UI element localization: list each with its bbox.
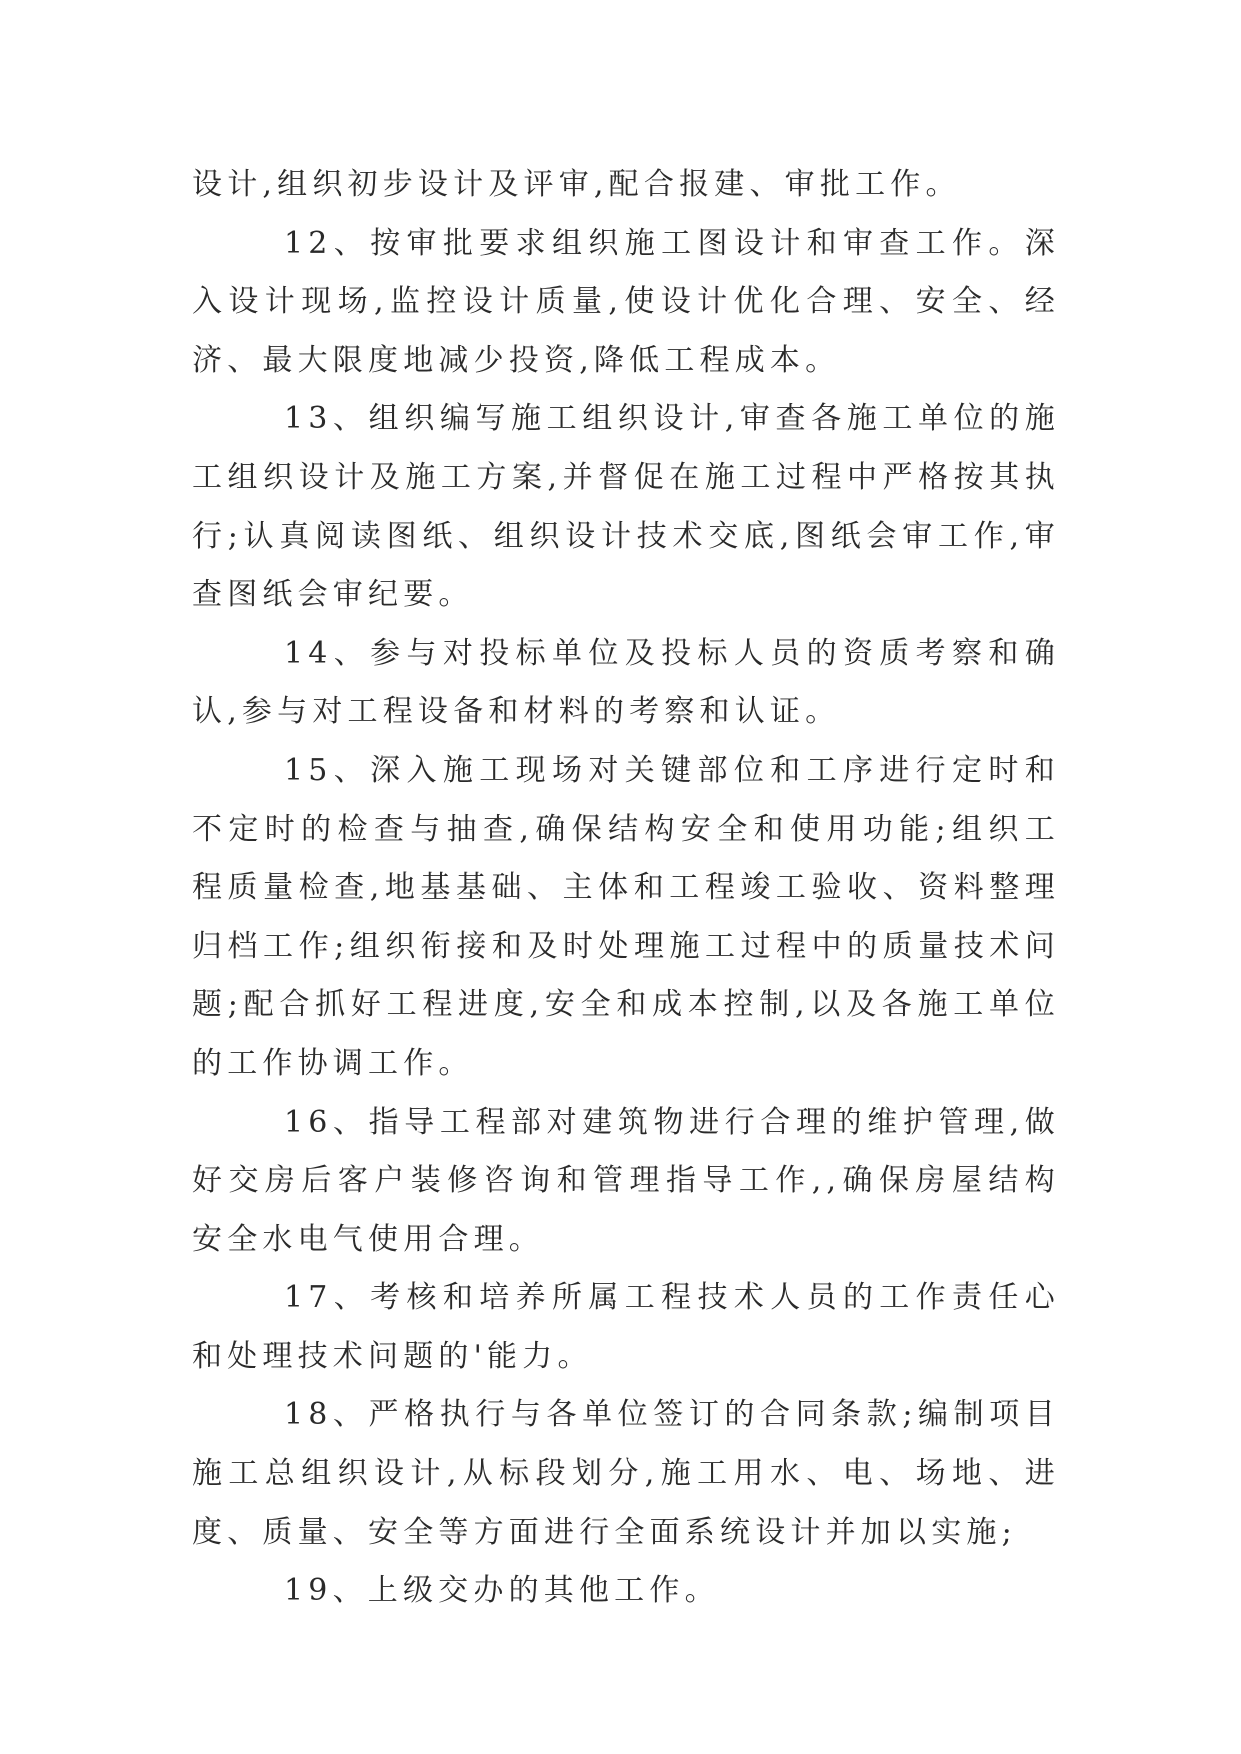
paragraph-item-13: 13、组织编写施工组织设计,审查各施工单位的施工组织设计及施工方案,并督促在施工过程中严格按其执行;认真阅读图纸、组织设计技术交底,图纸会审工作,审查图纸会审纪要。 bbox=[192, 401, 1060, 613]
paragraph-item-12: 12、按审批要求组织施工图设计和审查工作。深入设计现场,监控设计质量,使设计优化合理、安全、经济、最大限度地减少投资,降低工程成本。 bbox=[192, 225, 1060, 378]
paragraph-item-17: 17、考核和培养所属工程技术人员的工作责任心和处理技术问题的'能力。 bbox=[192, 1280, 1060, 1374]
paragraph-intro: 设计,组织初步设计及评审,配合报建、审批工作。 bbox=[192, 167, 961, 202]
paragraph-item-15: 15、深入施工现场对关键部位和工序进行定时和不定时的检查与抽查,确保结构安全和使用功能;组织工程质量检查,地基基础、主体和工程竣工验收、资料整理归档工作;组织衔接和及时处理施工过程中的质量技术问题;配合抓好工程进度,安全和成本控制,以及各施工单位的工作协调工作。 bbox=[192, 752, 1060, 1081]
paragraph-item-16: 16、指导工程部对建筑物进行合理的维护管理,做好交房后客户装修咨询和管理指导工作,,确保房屋结构安全水电气使用合理。 bbox=[192, 1104, 1060, 1257]
paragraph-item-14: 14、参与对投标单位及投标人员的资质考察和确认,参与对工程设备和材料的考察和认证。 bbox=[192, 635, 1060, 730]
paragraph-item-19: 19、上级交办的其他工作。 bbox=[284, 1573, 720, 1609]
document-body bbox=[192, 156, 1060, 1621]
paragraph-item-18: 18、严格执行与各单位签订的合同条款;编制项目施工总组织设计,从标段划分,施工用水、电、场地、进度、质量、安全等方面进行全面系统设计并加以实施; bbox=[192, 1397, 1060, 1550]
